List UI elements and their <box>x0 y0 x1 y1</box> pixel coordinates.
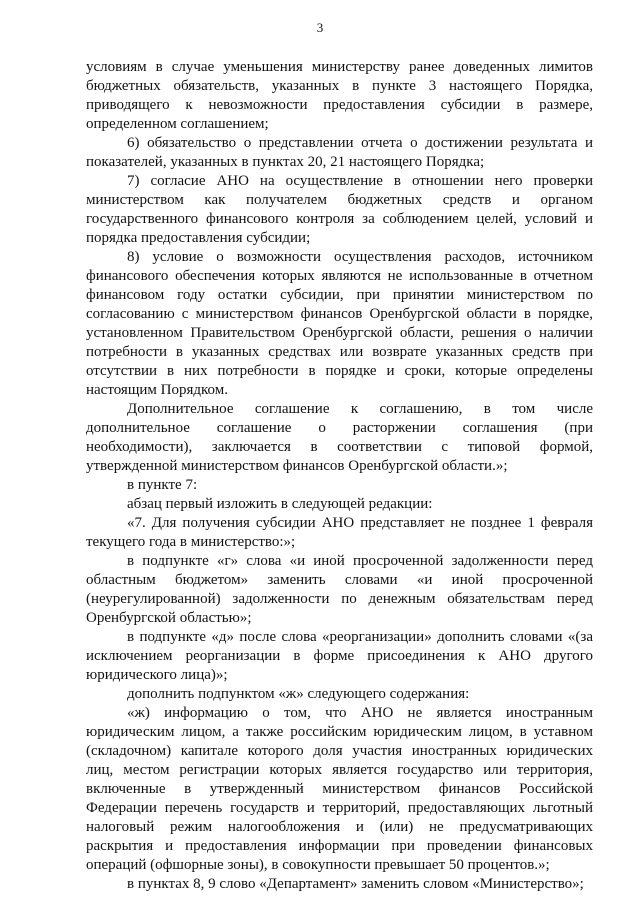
text-line: согласованию с министерством финансов Оренбургской области в порядке, <box>86 306 593 322</box>
text-line: утвержденной министерством финансов Оренбургской области.»; <box>86 458 508 474</box>
paragraph-subpoint-g <box>86 552 593 628</box>
text-line: дополнительное соглашение о расторжении соглашения (при <box>86 420 593 436</box>
paragraph-subpoint-zh-text <box>86 704 593 875</box>
text-line: 7) согласие АНО на осуществление в отношении него проверки <box>127 173 593 189</box>
text-line: бюджетных обязательств, указанных в пункте 3 настоящего Порядка, <box>86 78 593 94</box>
text-line: настоящим Порядком. <box>86 382 228 398</box>
text-line: необходимости), заключается в соответствии с типовой формой, <box>86 439 593 455</box>
text-line: раскрытия и предоставления информации при проведении финансовых <box>86 838 593 854</box>
paragraph-item-7 <box>86 172 593 248</box>
text-line: министерством как получателем бюджетных средств и органом <box>86 192 593 208</box>
paragraph-subpoint-d <box>86 628 593 685</box>
text-line: юридическим лицом, а также российским юридическим лицом, в уставном <box>86 724 593 740</box>
text-line: финансового обеспечения которых являются не использованные в отчетном <box>86 268 593 284</box>
text-line: (складочном) капитале которого доля участия иностранных юридических <box>86 743 593 759</box>
text-line: потребности в указанных средствах или возврате указанных средств при <box>86 344 593 360</box>
text-line: Федерации перечень государств и территорий, предоставляющих льготный <box>86 800 593 816</box>
text-line: условиям в случае уменьшения министерству ранее доведенных лимитов <box>86 59 593 75</box>
paragraph-item-6 <box>86 134 593 172</box>
paragraph-item-8 <box>86 248 593 400</box>
text-line: налоговый режим налогообложения и (или) не предусматривающих <box>86 819 593 835</box>
text-line: текущего года в министерство:»; <box>86 534 296 550</box>
page-number: 3 <box>316 20 324 35</box>
text-line: показателей, указанных в пунктах 20, 21 настоящего Порядка; <box>86 154 485 170</box>
text-line: включенные в утвержденный министерством финансов Российской <box>86 781 593 797</box>
paragraph-add-subpoint-zh <box>86 685 593 704</box>
text-line: определенном соглашением; <box>86 116 269 132</box>
text-line: отсутствии в них потребности в порядке и сроки, которые определены <box>86 363 593 379</box>
text-line: в пункте 7: <box>127 477 198 493</box>
text-line: операций (офшорные зоны), в совокупности превышает 50 процентов.»; <box>86 857 550 873</box>
text-line: «7. Для получения субсидии АНО представляет не позднее 1 февраля <box>127 515 593 531</box>
paragraph-in-point-7 <box>86 476 593 495</box>
text-line: приводящего к невозможности предоставления субсидии в размере, <box>86 97 593 113</box>
text-line: порядка предоставления субсидии; <box>86 230 311 246</box>
text-line: дополнить подпунктом «ж» следующего содержания: <box>127 686 470 702</box>
paragraph-point-7-text <box>86 514 593 552</box>
paragraph-first-abzac <box>86 495 593 514</box>
text-line: установленном Правительством Оренбургской области, решения о наличии <box>86 325 593 341</box>
text-line: (неурегулированной) задолженности по денежным обязательствам перед <box>86 591 593 607</box>
text-line: 6) обязательство о представлении отчета о достижении результата и <box>127 135 593 151</box>
paragraph-additional-agreement <box>86 400 593 476</box>
document-body <box>86 58 593 894</box>
text-line: Оренбургской областью»; <box>86 610 252 626</box>
text-line: Дополнительное соглашение к соглашению, в том числе <box>127 401 593 417</box>
text-line: финансовом году остатки субсидии, при принятии министерством по <box>86 287 593 303</box>
text-line: в подпункте «г» слова «и иной просроченной задолженности перед <box>127 553 593 569</box>
text-line: в подпункте «д» после слова «реорганизации» дополнить словами «(за <box>127 629 593 645</box>
text-line: лиц, местом регистрации которых является государство или территория, <box>86 762 593 778</box>
text-line: государственного финансового контроля за соблюдением целей, условий и <box>86 211 593 227</box>
text-line: «ж) информацию о том, что АНО не является иностранным <box>127 705 593 721</box>
text-line: 8) условие о возможности осуществления расходов, источником <box>127 249 593 265</box>
paragraph-continuation <box>86 58 593 134</box>
text-line: областным бюджетом» заменить словами «и иной просроченной <box>86 572 593 588</box>
text-line: в пунктах 8, 9 слово «Департамент» заменить словом «Министерство»; <box>127 876 584 892</box>
text-line: юридического лица)»; <box>86 667 228 683</box>
text-line: абзац первый изложить в следующей редакции: <box>127 496 433 512</box>
paragraph-points-8-9 <box>86 875 593 894</box>
text-line: исключением реорганизации в форме присоединения к АНО другого <box>86 648 593 664</box>
